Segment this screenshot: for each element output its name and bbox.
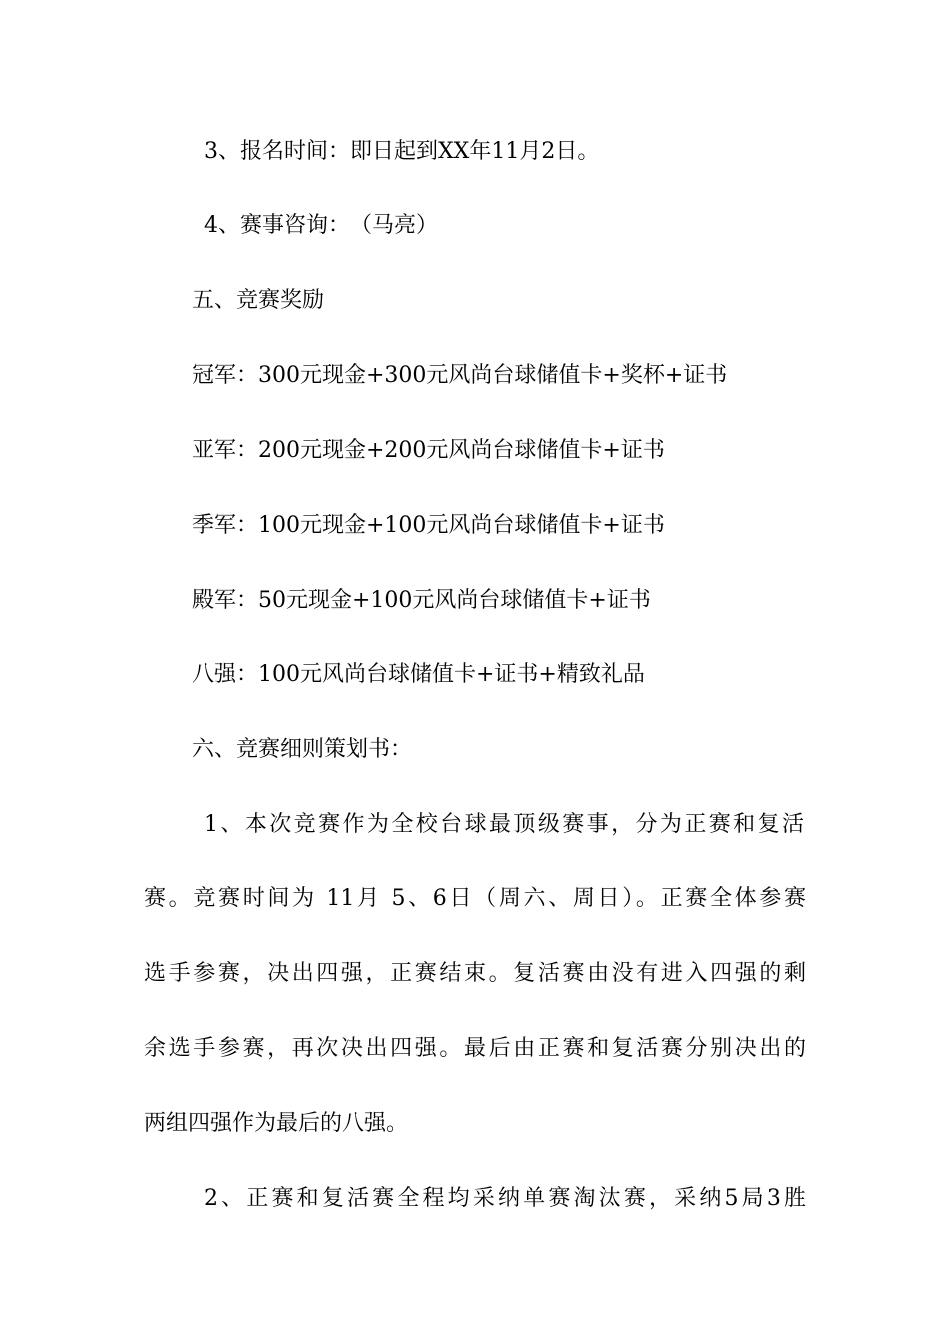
award-fourth-place-line: 殿军：50元现金+100元风尚台球储值卡+证书: [192, 588, 651, 613]
award-top-eight-line: 八强：100元风尚台球储值卡+证书+精致礼品: [192, 662, 645, 687]
rules-paragraph-1-line-5: 两组四强作为最后的八强。: [144, 1111, 409, 1136]
rules-paragraph-2-line-1: 2、正赛和复活赛全程均采纳单赛淘汰赛，采纳5局3胜: [204, 1186, 806, 1211]
section-heading-rules: 六、竞赛细则策划书：: [192, 737, 413, 762]
award-champion-line: 冠军：300元现金+300元风尚台球储值卡+奖杯+证书: [192, 363, 728, 388]
consultation-line: 4、赛事咨询： （马亮）: [204, 213, 438, 238]
rules-paragraph-1-line-4: 余选手参赛，再次决出四强。最后由正赛和复活赛分别决出的: [144, 1036, 806, 1061]
rules-paragraph-1-line-2: 赛。竞赛时间为 11月 5、6日（周六、周日）。正赛全体参赛: [144, 886, 806, 911]
award-runner-up-line: 亚军：200元现金+200元风尚台球储值卡+证书: [192, 438, 665, 463]
rules-paragraph-1-line-1: 1、本次竞赛作为全校台球最顶级赛事，分为正赛和复活: [204, 812, 804, 837]
registration-time-line: 3、报名时间：即日起到XX年11月2日。: [204, 139, 600, 164]
rules-paragraph-1-line-3: 选手参赛，决出四强，正赛结束。复活赛由没有进入四强的剩: [144, 961, 806, 986]
section-heading-awards: 五、竞赛奖励: [192, 288, 325, 313]
award-third-place-line: 季军：100元现金+100元风尚台球储值卡+证书: [192, 513, 665, 538]
